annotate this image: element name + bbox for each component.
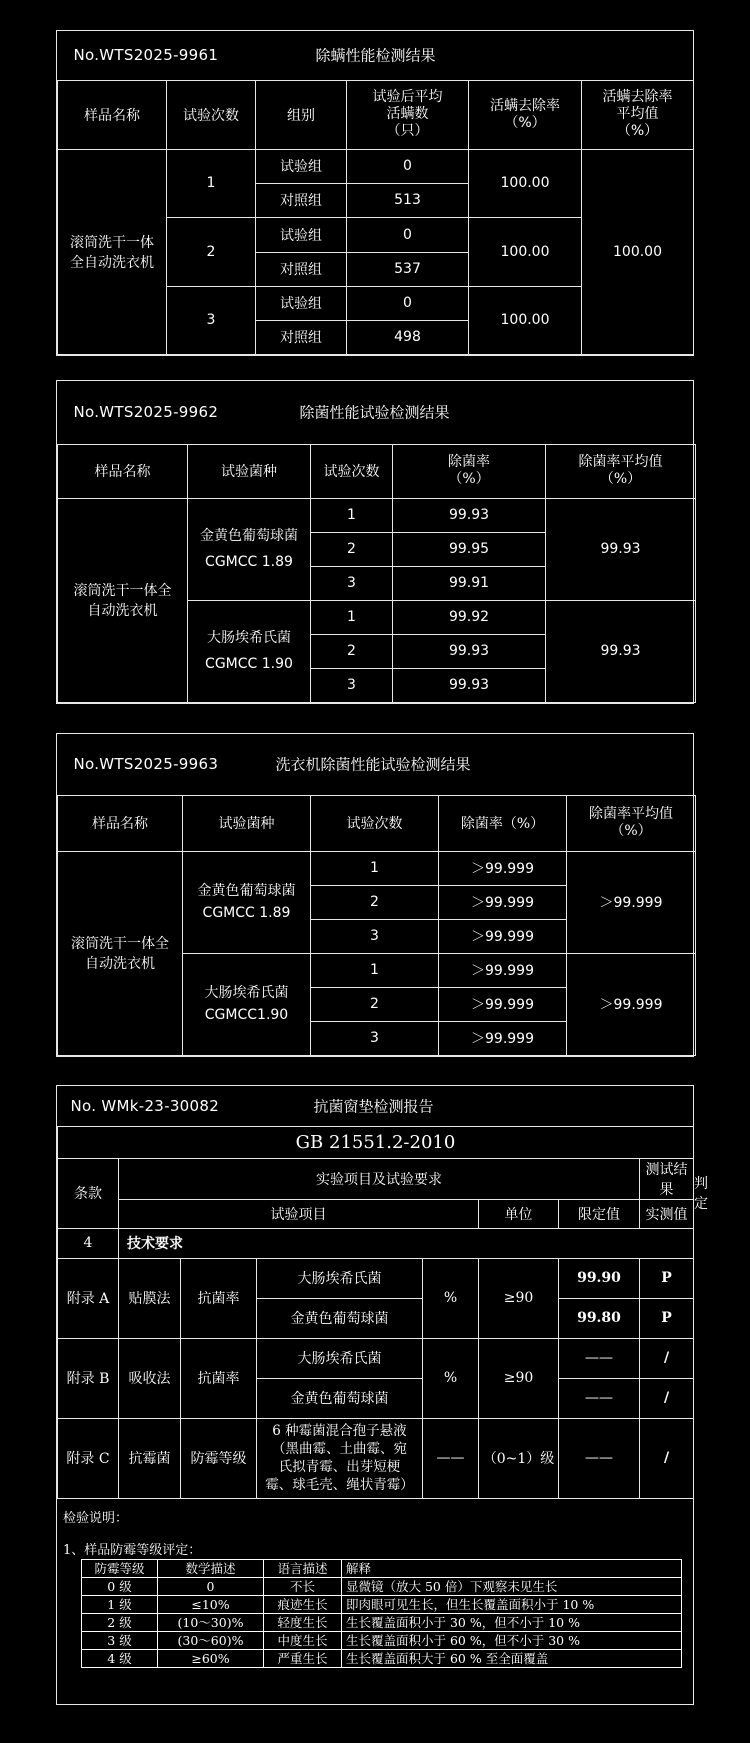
trial-number: 2 (311, 532, 393, 566)
grade-header-row (82, 1559, 682, 1577)
grade-level: 3 级 (82, 1631, 158, 1649)
strain: 金黄色葡萄球菌 (257, 1298, 423, 1338)
mold-grade-table (81, 1559, 682, 1668)
removal-rate: 100.00 (469, 217, 582, 286)
average-rate: 99.93 (546, 600, 696, 702)
measured-header: 实测值 (640, 1199, 694, 1228)
report-title: 抗菌窗垫检测报告 (313, 1097, 434, 1116)
grade-row (82, 1613, 682, 1631)
trial-number: 2 (311, 885, 439, 919)
grade-col-header: 解释 (342, 1559, 682, 1577)
mite-count: 498 (347, 320, 469, 354)
sample-name: 滚筒洗干一体全 自动洗衣机 (58, 498, 188, 702)
col-header: 除菌率（%） (439, 795, 567, 851)
judgement: / (640, 1378, 694, 1418)
standard-title: GB 21551.2-2010 (58, 1126, 694, 1158)
trial-number: 1 (311, 851, 439, 885)
average-rate: 99.93 (546, 498, 696, 600)
trial-number: 1 (311, 498, 393, 532)
grade-level: 0 级 (82, 1577, 158, 1595)
col-header: 试验后平均 活螨数 （只） (347, 80, 469, 149)
clause-appendix-b: 附录 B (58, 1338, 119, 1418)
col-header: 活螨去除率 （%） (469, 80, 582, 149)
group: 对照组 (256, 320, 347, 354)
strain: 大肠埃希氏菌 CGMCC1.90 (183, 953, 311, 1055)
measured-value: —— (559, 1338, 640, 1378)
grade-level: 1 级 (82, 1595, 158, 1613)
mite-removal-report (56, 30, 694, 356)
washer-sterilization-report (56, 733, 694, 1057)
property: 防霉等级 (181, 1418, 257, 1498)
col-header: 样品名称 (58, 444, 188, 498)
trial-number: 3 (311, 1021, 439, 1055)
strain: 大肠埃希氏菌 CGMCC 1.90 (188, 600, 311, 702)
col-header: 组别 (256, 80, 347, 149)
header-row (58, 795, 696, 851)
property: 抗菌率 (181, 1338, 257, 1418)
col-header: 活螨去除率 平均值 （%） (582, 80, 694, 149)
clause-appendix-c: 附录 C (58, 1418, 119, 1498)
report-title: 除菌性能试验检测结果 (299, 403, 450, 422)
header-row (58, 80, 694, 149)
limit: ≥90 (479, 1258, 559, 1338)
report-number: No.WTS2025-9962 (73, 403, 219, 422)
grade-math: (10～30)% (158, 1613, 264, 1631)
limit: （0~1）级 (479, 1418, 559, 1498)
measured-value: —— (559, 1378, 640, 1418)
notes-title: 检验说明： (63, 1510, 129, 1526)
grade-math: (30～60)% (158, 1631, 264, 1649)
strain: 金黄色葡萄球菌 (257, 1378, 423, 1418)
sample-name: 滚筒洗干一体全 自动洗衣机 (58, 851, 183, 1055)
grade-explain: 显微镜（放大 50 倍）下观察未见生长 (342, 1577, 682, 1595)
kill-rate: ＞99.999 (439, 851, 567, 885)
grade-level: 4 级 (82, 1649, 158, 1667)
unit: % (423, 1338, 479, 1418)
group: 试验组 (256, 149, 347, 183)
grade-math: ≥60% (158, 1649, 264, 1667)
col-header: 试验次数 (311, 444, 393, 498)
sample-name: 滚筒洗干一体 全自动洗衣机 (58, 149, 167, 354)
kill-rate: 99.91 (393, 566, 546, 600)
group: 试验组 (256, 217, 347, 252)
grade-desc: 不长 (264, 1577, 342, 1595)
method: 抗霉菌 (119, 1418, 181, 1498)
mite-count: 0 (347, 149, 469, 183)
kill-rate: 99.93 (393, 634, 546, 668)
col-header: 除菌率平均值 （%） (546, 444, 696, 498)
unit-header: 单位 (479, 1199, 559, 1228)
col-header: 除菌率平均值 （%） (567, 795, 696, 851)
grade-row (82, 1577, 682, 1595)
grade-explain: 生长覆盖面积大于 60 % 至全面覆盖 (342, 1649, 682, 1667)
grade-col-header: 数学描述 (158, 1559, 264, 1577)
trial-number: 2 (167, 217, 256, 286)
trial-number: 3 (311, 566, 393, 600)
unit: % (423, 1258, 479, 1338)
grade-title: 1、样品防霉等级评定： (63, 1542, 202, 1558)
method: 贴膜法 (119, 1258, 181, 1338)
bacteria-removal-report (56, 380, 694, 704)
report-number: No. WMk-23-30082 (70, 1096, 220, 1115)
col-header: 试验次数 (311, 795, 439, 851)
mite-count: 537 (347, 252, 469, 286)
measured-value: 99.90 (559, 1258, 640, 1298)
mold-description: 6 种霉菌混合孢子悬液 （黑曲霉、土曲霉、宛 氏拟青霉、出芽短梗 霉、球毛壳、绳状青霉） (257, 1418, 423, 1498)
tech-requirements-label: 技术要求 (119, 1228, 694, 1258)
grade-desc: 痕迹生长 (264, 1595, 342, 1613)
header-row (58, 444, 696, 498)
clause-number: 4 (58, 1228, 119, 1258)
measured-value: —— (559, 1418, 640, 1498)
measured-value: 99.80 (559, 1298, 640, 1338)
average-rate: ＞99.999 (567, 851, 696, 953)
judgement: P (640, 1298, 694, 1338)
strain: 大肠埃希氏菌 (257, 1258, 423, 1298)
report-number: No.WTS2025-9961 (73, 46, 219, 65)
grade-math: ≤10% (158, 1595, 264, 1613)
kill-rate: 99.93 (393, 668, 546, 702)
unit: —— (423, 1418, 479, 1498)
trial-number: 1 (311, 953, 439, 987)
antibacterial-mat-report: No. WMk-23-30082 抗菌窗垫检测报告 GB 21551.2-2010 条款 实验项目及试验要求 测试结果 判定 试验项目 单位 限定值 实测值 4 技术要求 附录 A 贴膜法 抗菌率 大肠埃希氏菌 % ≥90 99.90 P 金黄色葡萄球菌 99.80 P 附录 B 吸收法 抗菌率 大肠埃希氏菌 % ≥90 —— / 金黄色葡萄球菌 —— / 附录 C 抗霉菌 防霉等级 6 种霉菌混合孢子悬液 （黑曲霉、土曲霉、宛 氏拟青霉、出芽短梗 霉、球毛壳、绳状青霉） —— （0~1）级 —— / 检验说明： 1、样品防霉等级评定： 防霉等级 数学描述 语言描述 解释 0 级 0 不长 显微镜（放大 50 倍）下观察未见生长 1 级 ≤10% 痕迹生长 即肉眼可见生长，但生长覆盖面积小于 10 % 2 级 (10～30)% 轻度生长 生长覆盖面积小于 30 %，但不小于 10 % 3 级 (30～60)% 中度生长 生长覆盖面积小于 60 %，但不小于 30 % 4 级 ≥60% 严重生长 生长覆盖面积大于 60 % 至全面覆盖 (56, 1085, 694, 1705)
strain: 金黄色葡萄球菌 CGMCC 1.89 (183, 851, 311, 953)
judgement: / (640, 1418, 694, 1498)
grade-explain: 生长覆盖面积小于 60 %，但不小于 30 % (342, 1631, 682, 1649)
inspection-notes (57, 1499, 693, 1678)
average-rate: 100.00 (582, 149, 694, 354)
col-header: 样品名称 (58, 795, 183, 851)
grade-math: 0 (158, 1577, 264, 1595)
grade-row (82, 1649, 682, 1667)
trial-number: 3 (167, 286, 256, 354)
report-title: 洗衣机除菌性能试验检测结果 (275, 755, 471, 774)
limit: ≥90 (479, 1338, 559, 1418)
trial-number: 1 (167, 149, 256, 217)
grade-col-header: 防霉等级 (82, 1559, 158, 1577)
grade-row (82, 1631, 682, 1649)
removal-rate: 100.00 (469, 149, 582, 217)
average-rate: ＞99.999 (567, 953, 696, 1055)
judgement: P (640, 1258, 694, 1298)
trial-number: 2 (311, 634, 393, 668)
mite-count: 0 (347, 286, 469, 320)
method: 吸收法 (119, 1338, 181, 1418)
kill-rate: 99.93 (393, 498, 546, 532)
grade-explain: 即肉眼可见生长，但生长覆盖面积小于 10 % (342, 1595, 682, 1613)
property: 抗菌率 (181, 1258, 257, 1338)
col-header: 试验菌种 (188, 444, 311, 498)
kill-rate: 99.92 (393, 600, 546, 634)
kill-rate: ＞99.999 (439, 919, 567, 953)
report-number: No.WTS2025-9963 (73, 755, 219, 774)
grade-explain: 生长覆盖面积小于 30 %，但不小于 10 % (342, 1613, 682, 1631)
kill-rate: ＞99.999 (439, 885, 567, 919)
group: 试验组 (256, 286, 347, 320)
kill-rate: ＞99.999 (439, 1021, 567, 1055)
group: 对照组 (256, 183, 347, 217)
mite-count: 0 (347, 217, 469, 252)
strain: 金黄色葡萄球菌 CGMCC 1.89 (188, 498, 311, 600)
strain: 大肠埃希氏菌 (257, 1338, 423, 1378)
trial-number: 1 (311, 600, 393, 634)
items-requirements-header: 实验项目及试验要求 (119, 1158, 640, 1199)
result-header: 测试结果 (640, 1158, 694, 1199)
grade-desc: 中度生长 (264, 1631, 342, 1649)
item-header: 试验项目 (119, 1199, 479, 1228)
kill-rate: ＞99.999 (439, 953, 567, 987)
trial-number: 3 (311, 919, 439, 953)
col-header: 试验次数 (167, 80, 256, 149)
mite-count: 513 (347, 183, 469, 217)
clause-header: 条款 (58, 1158, 119, 1228)
report-title: 除螨性能检测结果 (315, 46, 436, 65)
group: 对照组 (256, 252, 347, 286)
grade-row (82, 1595, 682, 1613)
col-header: 样品名称 (58, 80, 167, 149)
col-header: 试验菌种 (183, 795, 311, 851)
trial-number: 3 (311, 668, 393, 702)
judgement: / (640, 1338, 694, 1378)
kill-rate: 99.95 (393, 532, 546, 566)
grade-desc: 严重生长 (264, 1649, 342, 1667)
kill-rate: ＞99.999 (439, 987, 567, 1021)
removal-rate: 100.00 (469, 286, 582, 354)
limit-header: 限定值 (559, 1199, 640, 1228)
clause-appendix-a: 附录 A (58, 1258, 119, 1338)
trial-number: 2 (311, 987, 439, 1021)
col-header: 除菌率 （%） (393, 444, 546, 498)
grade-level: 2 级 (82, 1613, 158, 1631)
grade-col-header: 语言描述 (264, 1559, 342, 1577)
grade-desc: 轻度生长 (264, 1613, 342, 1631)
